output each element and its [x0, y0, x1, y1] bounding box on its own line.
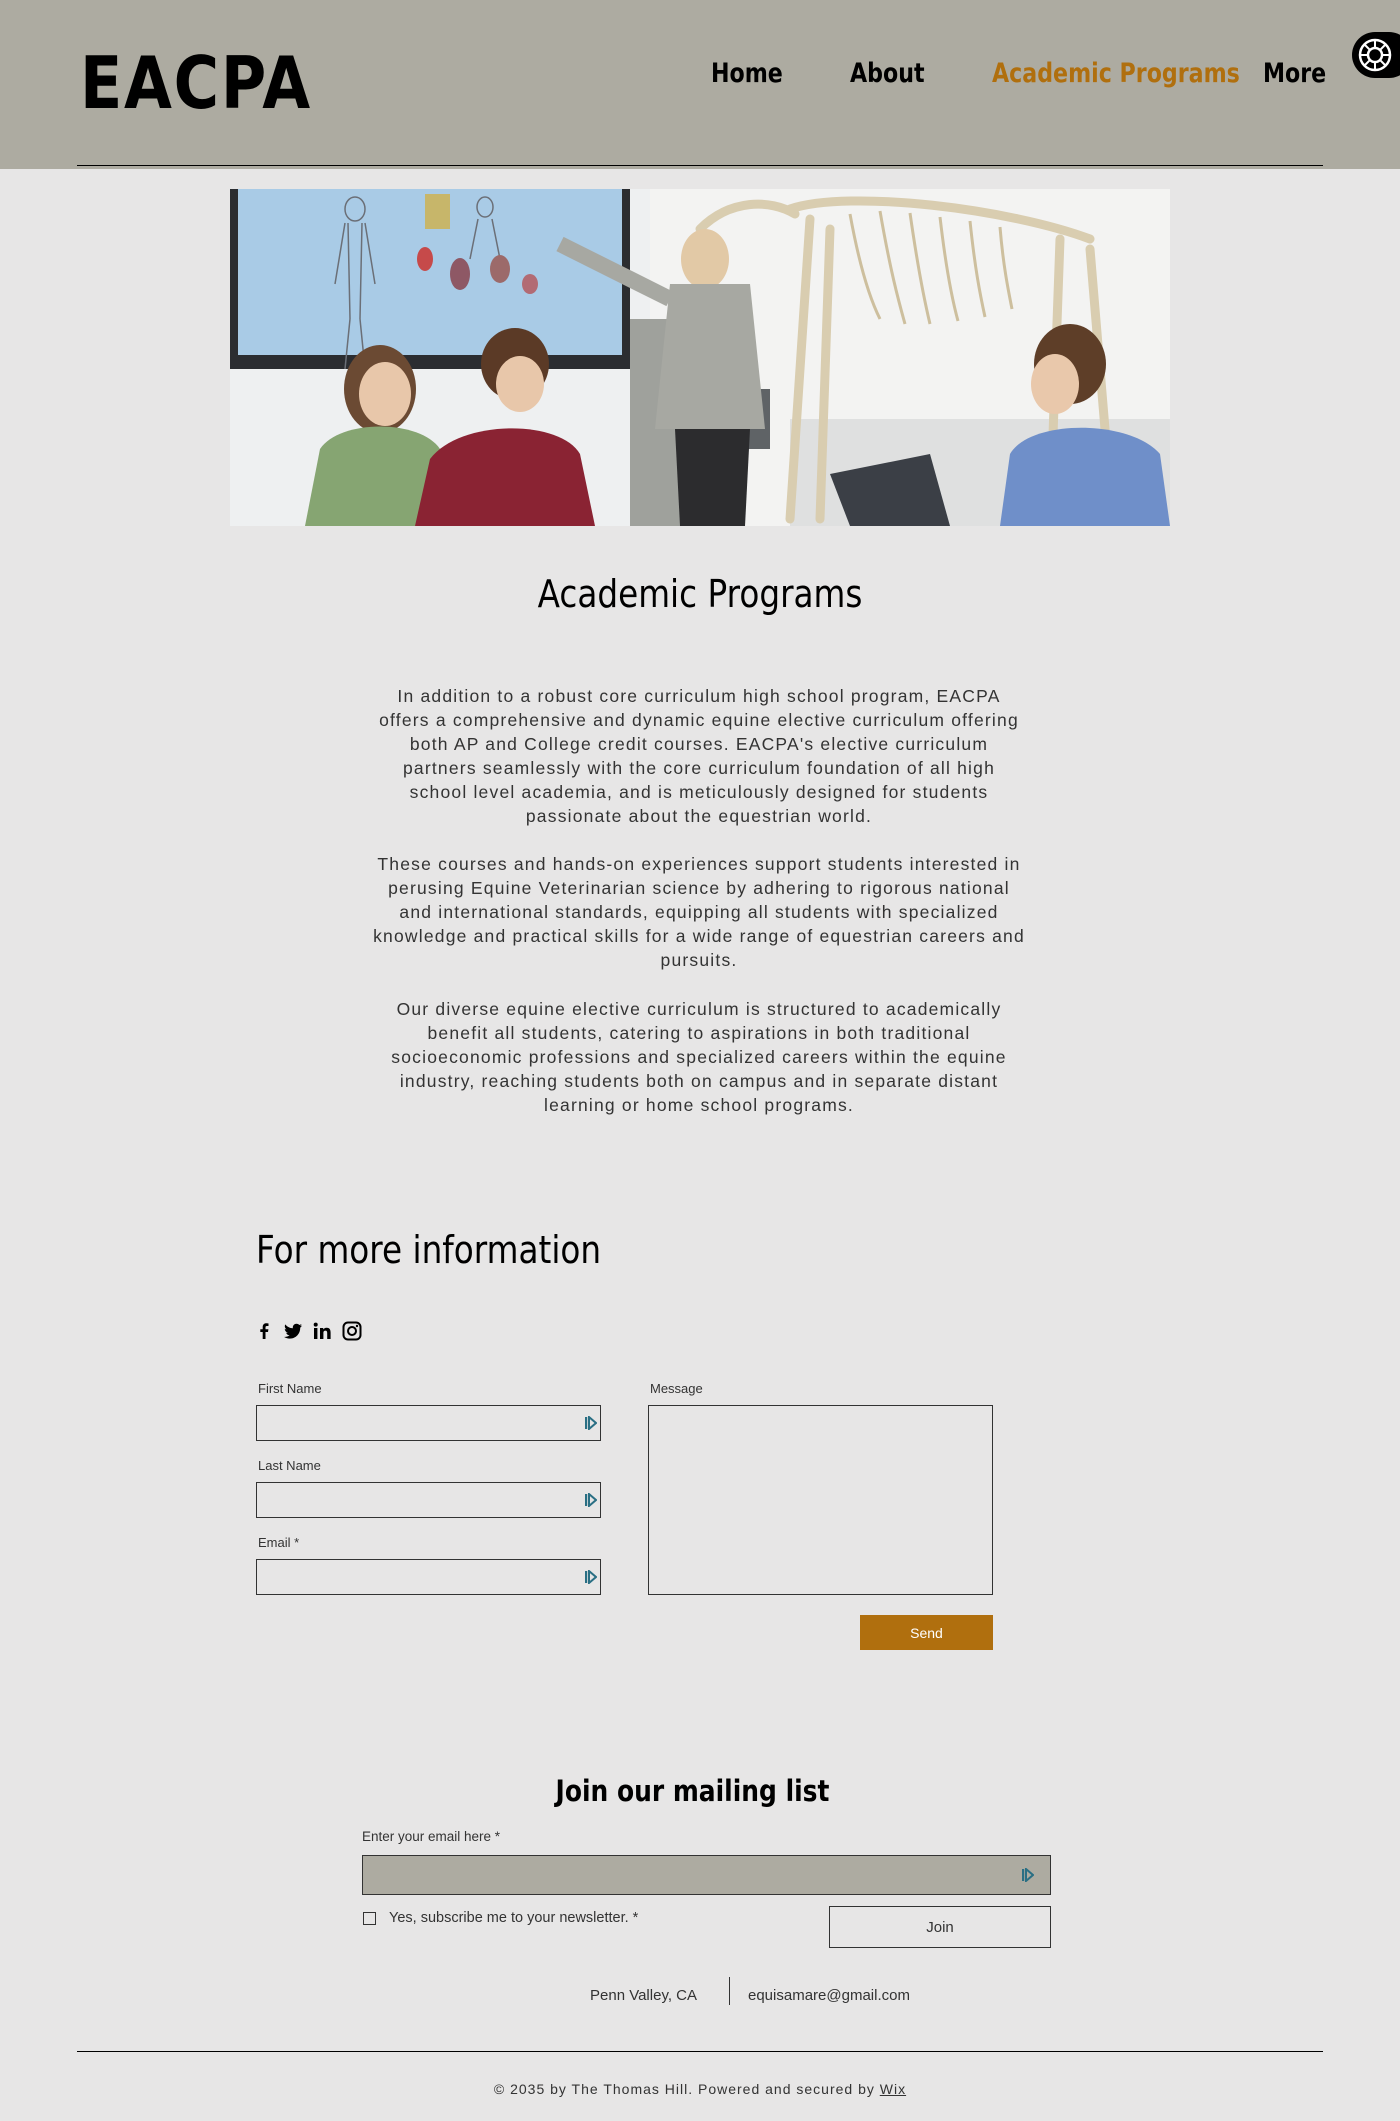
footer-email-link[interactable]: equisamare@gmail.com: [748, 1987, 910, 2004]
header-divider: [77, 165, 1323, 166]
copyright: [0, 2079, 1400, 2099]
nav-home[interactable]: Home: [711, 58, 783, 89]
nav-academic-programs[interactable]: Academic Programs: [992, 58, 1240, 89]
intro-paragraph: In addition to a robust core curriculum high school program, EACPA offers a comprehensive and dynamic equine elective curriculum offering both AP and College credit courses. EACPA's elective curriculum partners seamlessly with the core curriculum foundation of all high school level academia, and is meticulously designed for students passionate about the equestrian world.: [379, 686, 1019, 826]
instagram-icon[interactable]: [341, 1320, 363, 1342]
last-name-label: Last Name: [258, 1458, 321, 1473]
email-label: Email *: [258, 1535, 300, 1550]
autofill-icon: [585, 1416, 597, 1430]
first-name-input[interactable]: [256, 1405, 601, 1441]
autofill-icon: [585, 1493, 597, 1507]
newsletter-checkbox-label: Yes, subscribe me to your newsletter. *: [389, 1910, 639, 1926]
footer-separator: [729, 1977, 730, 2005]
mailing-email-label: Enter your email here *: [362, 1829, 501, 1844]
mailing-list-heading: Join our mailing list: [555, 1774, 830, 1808]
first-name-label: First Name: [258, 1381, 322, 1396]
contact-heading: For more information: [256, 1228, 602, 1272]
courses-paragraph: These courses and hands-on experiences support students interested in perusing Equine Veterinarian science by adhering to rigorous national and international standards, equipping all students with specialized knowledge and practical skills for a wide range of equestrian careers and pursuits.: [373, 854, 1025, 970]
send-button[interactable]: Send: [860, 1615, 993, 1650]
wix-link[interactable]: Wix: [879, 2081, 907, 2097]
copyright-text: © 2035 by The Thomas Hill. Powered and secured by: [493, 2081, 880, 2097]
linkedin-icon[interactable]: [311, 1320, 333, 1342]
hero-image: [230, 189, 1170, 526]
last-name-input[interactable]: [256, 1482, 601, 1518]
page-title: Academic Programs: [537, 572, 863, 616]
facebook-icon[interactable]: [253, 1320, 275, 1342]
newsletter-checkbox[interactable]: [363, 1912, 376, 1925]
nav-about[interactable]: About: [850, 58, 925, 89]
autofill-icon: [585, 1570, 597, 1584]
curriculum-paragraph: Our diverse equine elective curriculum is structured to academically benefit all students, catering to aspirations in both traditional socioeconomic professions and specialized careers within the equine industry, reaching students both on campus and in separate distant learning or home school programs.: [391, 999, 1007, 1115]
email-input[interactable]: [256, 1559, 601, 1595]
twitter-icon[interactable]: [282, 1320, 304, 1342]
accessibility-icon: [1357, 37, 1393, 73]
mailing-email-input[interactable]: [362, 1855, 1051, 1895]
footer-location: Penn Valley, CA: [590, 1987, 697, 2004]
nav-more[interactable]: More: [1263, 58, 1327, 89]
site-logo[interactable]: EACPA: [80, 41, 312, 125]
footer-divider: [77, 2051, 1323, 2052]
accessibility-button[interactable]: [1352, 32, 1400, 78]
message-textarea[interactable]: [648, 1405, 993, 1595]
join-button[interactable]: Join: [829, 1906, 1051, 1948]
autofill-icon: [1022, 1868, 1034, 1882]
message-label: Message: [650, 1381, 703, 1396]
